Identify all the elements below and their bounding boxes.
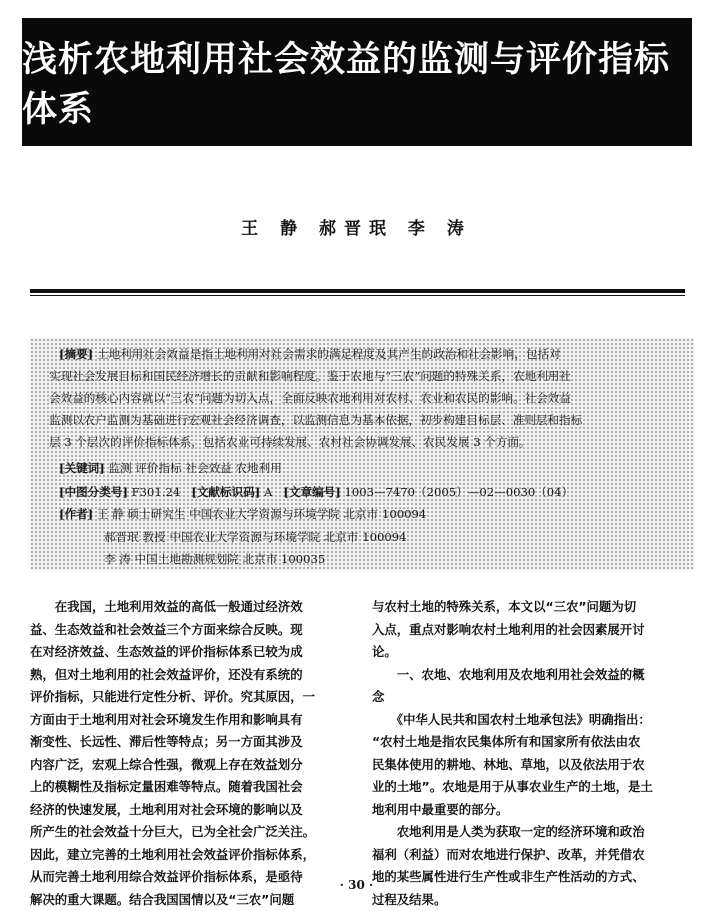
article-no-value: 1003—7470（2005）—02—0030（04） — [344, 485, 573, 499]
body-line: 内容广泛，宏观上综合性强，微观上存在效益划分 — [30, 754, 350, 777]
classification-value: F301.24 — [132, 485, 181, 499]
keywords-text: 监测 评价指标 社会效益 农地利用 — [108, 461, 281, 475]
doc-code-label: [文献标识码] — [191, 485, 260, 499]
body-line: 所产生的社会效益十分巨大，已为全社会广泛关注。 — [30, 821, 350, 844]
body-line: 地的某些属性进行生产性或非生产性活动的方式、 — [372, 866, 692, 889]
section-heading: 一、农地、农地利用及农地利用社会效益的概 — [372, 664, 692, 687]
abstract-text: 土地利用社会效益是指土地利用对社会需求的满足程度及其产生的政治和社会影响，包括对 — [97, 347, 561, 361]
page-number: · 30 · — [0, 878, 713, 892]
author-info-text-1: 王 静 硕士研究生 中国农业大学资源与环境学院 北京市 100094 — [97, 507, 426, 521]
author-info-line-1 — [49, 503, 695, 525]
body-line: 入点，重点对影响农村土地利用的社会因素展开讨 — [372, 619, 692, 642]
body-line: 熟，但对土地利用的社会效益评价，还没有系统的 — [30, 664, 350, 687]
body-line: 在我国，土地利用效益的高低一般通过经济效 — [30, 596, 350, 619]
abstract-label: [摘要] — [59, 347, 93, 361]
keywords-label: [关键词] — [59, 461, 105, 475]
body-line: 方面由于土地利用对社会环境发生作用和影响具有 — [30, 709, 350, 732]
author-info-label: [作者] — [59, 507, 93, 521]
body-line: 福利（利益）而对农地进行保护、改革，并凭借农 — [372, 844, 692, 867]
abstract-line-4: 监测以农户监测为基础进行宏观社会经济调查，以监测信息为基本依据，初步构建目标层、准则层和指标 — [49, 409, 695, 431]
body-line: 《中华人民共和国农村土地承包法》明确指出： — [372, 709, 692, 732]
body-column-right — [372, 596, 692, 911]
author-info-line-3: 李 涛 中国土地勘测规划院 北京市 100035 — [104, 548, 713, 570]
title-banner — [22, 18, 692, 146]
body-line: 地利用中最重要的部分。 — [372, 799, 692, 822]
body-line: 业的土地”。农地是用于从事农业生产的土地，是土 — [372, 776, 692, 799]
body-line: 经济的快速发展，土地利用对社会环境的影响以及 — [30, 799, 350, 822]
classification-line — [49, 481, 695, 503]
section-heading: 念 — [372, 686, 692, 709]
body-line: “农村土地是指农民集体所有和国家所有依法由农 — [372, 731, 692, 754]
body-line: 益、生态效益和社会效益三个方面来综合反映。现 — [30, 619, 350, 642]
body-line: 过程及结果。 — [372, 889, 692, 911]
abstract-line-2: 实现社会发展目标和国民经济增长的贡献和影响程度。鉴于农地与“三农”问题的特殊关系，农地利用社 — [49, 365, 695, 387]
body-line: 在对经济效益、生态效益的评价指标体系已较为成 — [30, 641, 350, 664]
body-line: 农地利用是人类为获取一定的经济环境和政治 — [372, 821, 692, 844]
author-info-line-2: 郝晋珉 教授 中国农业大学资源与环境学院 北京市 100094 — [104, 526, 713, 548]
author-names: 王 静 郝晋珉 李 涛 — [0, 214, 713, 239]
body-line: 解决的重大课题。结合我国国情以及“三农”问题 — [30, 889, 350, 911]
body-line: 渐变性、长远性、滞后性等特点；另一方面其涉及 — [30, 731, 350, 754]
keywords-line — [49, 457, 695, 479]
classification-label: [中图分类号] — [59, 485, 128, 499]
doc-code-value: A — [264, 485, 272, 499]
body-line: 论。 — [372, 641, 692, 664]
body-line: 评价指标，只能进行定性分析、评价。究其原因，一 — [30, 686, 350, 709]
abstract-line-1 — [49, 343, 695, 365]
header-rule — [30, 289, 685, 296]
body-line: 民集体使用的耕地、林地、草地，以及依法用于农 — [372, 754, 692, 777]
body-line: 从而完善土地利用综合效益评价指标体系，是亟待 — [30, 866, 350, 889]
abstract-line-5: 层 3 个层次的评价指标体系，包括农业可持续发展、农村社会协调发展、农民发展 3 个方面。 — [49, 431, 695, 453]
body-line: 因此，建立完善的土地利用社会效益评价指标体系， — [30, 844, 350, 867]
body-line: 与农村土地的特殊关系，本文以“三农”问题为切 — [372, 596, 692, 619]
article-no-label: [文章编号] — [283, 485, 340, 499]
body-column-left — [30, 596, 350, 911]
abstract-line-3: 会效益的核心内容就以“三农”问题为切入点，全面反映农地利用对农村、农业和农民的影响。社会效益 — [49, 387, 695, 409]
body-line: 上的模糊性及指标定量困难等特点。随着我国社会 — [30, 776, 350, 799]
article-title: 浅析农地利用社会效益的监测与评价指标体系 — [22, 32, 692, 132]
